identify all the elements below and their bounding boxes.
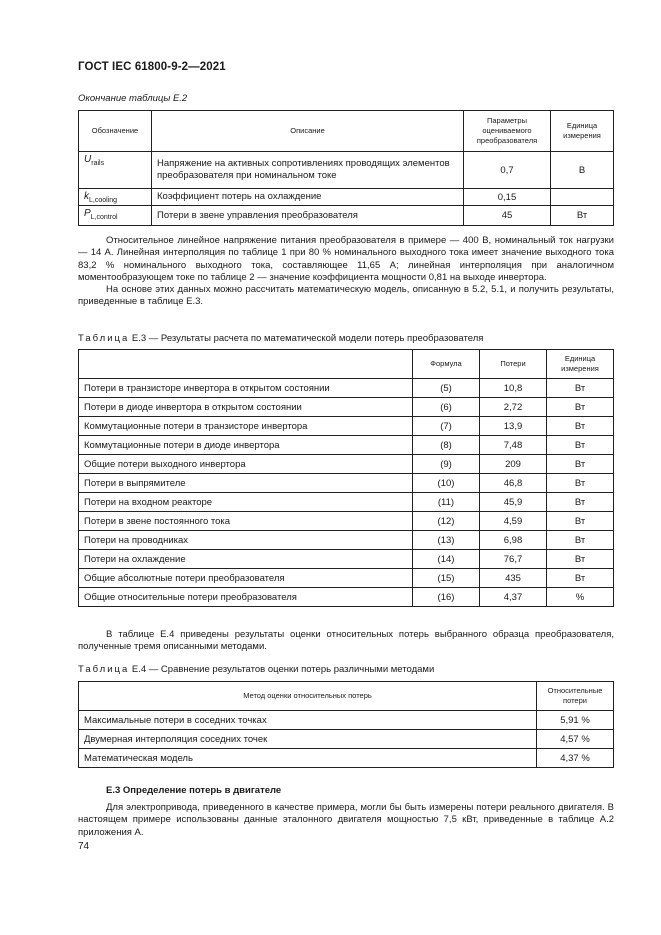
table-row bbox=[79, 588, 614, 607]
formula-cell: (10) bbox=[413, 474, 480, 493]
t3-header-name bbox=[79, 350, 413, 379]
unit-cell: Вт bbox=[547, 417, 614, 436]
unit-cell: Вт bbox=[547, 569, 614, 588]
unit-cell: Вт bbox=[547, 550, 614, 569]
symbol-cell bbox=[79, 189, 152, 206]
loss-value-cell: 6,98 bbox=[480, 531, 547, 550]
symbol-subscript: rails bbox=[91, 160, 105, 167]
symbol-subscript: L,cooling bbox=[89, 197, 118, 204]
loss-value-cell: 76,7 bbox=[480, 550, 547, 569]
loss-value-cell: 4,59 bbox=[480, 512, 547, 531]
t4-header-method: Метод оценки относительных потерь bbox=[79, 682, 537, 711]
unit-cell: Вт bbox=[547, 398, 614, 417]
loss-name-cell: Потери на охлаждение bbox=[79, 550, 413, 569]
loss-value-cell: 435 bbox=[480, 569, 547, 588]
unit-cell: Вт bbox=[547, 455, 614, 474]
loss-name-cell: Общие относительные потери преобразователя bbox=[79, 588, 413, 607]
loss-value-cell: 7,48 bbox=[480, 436, 547, 455]
symbol-letter: P bbox=[84, 208, 91, 219]
symbol-cell bbox=[79, 206, 152, 226]
t3-header-unit: Единица измерения bbox=[547, 350, 614, 379]
formula-cell: (6) bbox=[413, 398, 480, 417]
table-row bbox=[79, 436, 614, 455]
t3-header-formula: Формула bbox=[413, 350, 480, 379]
table-row bbox=[79, 455, 614, 474]
table-row bbox=[79, 417, 614, 436]
unit-cell: Вт bbox=[547, 493, 614, 512]
loss-name-cell: Коммутационные потери в транзисторе инвертора bbox=[79, 417, 413, 436]
table-row bbox=[79, 152, 614, 189]
table-row bbox=[79, 569, 614, 588]
table-row bbox=[79, 550, 614, 569]
paragraph-1: Относительное линейное напряжение питания преобразователя в примере — 400 В, номинальный ток нагрузки — 14 А. Линейная интерполяция по таблице 1 при 80 % номинального выходного тока имеет значение выходного тока 83,2 % номинального выходного тока, составляющее 11,65 А; линейная интерполяция при аналогичном моментообразующем токе по таблице 2 — значение коэффициента мощности 0,81 на выходе инвертора. На основе этих данных можно рассчитать математическую модель, описанную в 5.2, 5.1, и получить результаты, приведенные в таблице Е.3. bbox=[78, 235, 614, 308]
table-row bbox=[79, 730, 614, 749]
formula-cell: (8) bbox=[413, 436, 480, 455]
formula-cell: (7) bbox=[413, 417, 480, 436]
unit-cell: В bbox=[551, 152, 614, 189]
t2-header-params: Параметры оцениваемого преобразователя bbox=[464, 111, 551, 152]
loss-name-cell: Потери в выпрямителе bbox=[79, 474, 413, 493]
description-cell: Напряжение на активных сопротивлениях проводящих элементов преобразователя при номинальном токе bbox=[152, 152, 464, 189]
table-e3-title: Таблица Е.3 — Результаты расчета по математической модели потерь преобразователя bbox=[78, 333, 484, 344]
table-row bbox=[79, 189, 614, 206]
loss-value-cell: 46,8 bbox=[480, 474, 547, 493]
loss-name-cell: Потери на проводниках bbox=[79, 531, 413, 550]
loss-name-cell: Потери на входном реакторе bbox=[79, 493, 413, 512]
table-e4 bbox=[78, 681, 614, 768]
loss-value-cell: 45,9 bbox=[480, 493, 547, 512]
formula-cell: (11) bbox=[413, 493, 480, 512]
unit-cell: Вт bbox=[551, 206, 614, 226]
loss-value-cell: 13,9 bbox=[480, 417, 547, 436]
symbol-subscript: L,control bbox=[90, 214, 118, 221]
relative-loss-cell: 4,37 % bbox=[537, 749, 614, 768]
table-row bbox=[79, 474, 614, 493]
loss-value-cell: 10,8 bbox=[480, 379, 547, 398]
formula-cell: (16) bbox=[413, 588, 480, 607]
table-row bbox=[79, 749, 614, 768]
unit-cell bbox=[551, 189, 614, 206]
formula-cell: (13) bbox=[413, 531, 480, 550]
formula-cell: (14) bbox=[413, 550, 480, 569]
loss-name-cell: Общие абсолютные потери преобразователя bbox=[79, 569, 413, 588]
unit-cell: Вт bbox=[547, 379, 614, 398]
formula-cell: (12) bbox=[413, 512, 480, 531]
t4-header-value: Относительные потери bbox=[537, 682, 614, 711]
section-title: Е.3 Определение потерь в двигателе bbox=[106, 785, 282, 796]
table-row bbox=[79, 379, 614, 398]
loss-value-cell: 2,72 bbox=[480, 398, 547, 417]
table-row bbox=[79, 206, 614, 226]
value-cell: 0,15 bbox=[464, 189, 551, 206]
method-cell: Двумерная интерполяция соседних точек bbox=[79, 730, 537, 749]
unit-cell: Вт bbox=[547, 531, 614, 550]
table-row bbox=[79, 398, 614, 417]
t2-header-description: Описание bbox=[152, 111, 464, 152]
table-row bbox=[79, 711, 614, 730]
value-cell: 45 bbox=[464, 206, 551, 226]
loss-name-cell: Коммутационные потери в диоде инвертора bbox=[79, 436, 413, 455]
unit-cell: Вт bbox=[547, 474, 614, 493]
unit-cell: Вт bbox=[547, 512, 614, 531]
page-number: 74 bbox=[78, 841, 90, 852]
relative-loss-cell: 4,57 % bbox=[537, 730, 614, 749]
formula-cell: (15) bbox=[413, 569, 480, 588]
value-cell: 0,7 bbox=[464, 152, 551, 189]
symbol-cell bbox=[79, 152, 152, 189]
t2-header-unit: Единица измерения bbox=[551, 111, 614, 152]
loss-name-cell: Потери в диоде инвертора в открытом состоянии bbox=[79, 398, 413, 417]
symbol-letter: k bbox=[84, 191, 89, 202]
table-e3 bbox=[78, 349, 614, 607]
formula-cell: (5) bbox=[413, 379, 480, 398]
unit-cell: % bbox=[547, 588, 614, 607]
loss-value-cell: 209 bbox=[480, 455, 547, 474]
table-e4-title: Таблица Е.4 — Сравнение результатов оценки потерь различными методами bbox=[78, 664, 435, 675]
table-e2-caption: Окончание таблицы Е.2 bbox=[78, 93, 188, 104]
method-cell: Математическая модель bbox=[79, 749, 537, 768]
page-header: ГОСТ IEC 61800-9-2—2021 bbox=[78, 61, 226, 73]
loss-value-cell: 4,37 bbox=[480, 588, 547, 607]
description-cell: Потери в звене управления преобразователя bbox=[152, 206, 464, 226]
method-cell: Максимальные потери в соседних точках bbox=[79, 711, 537, 730]
table-row bbox=[79, 493, 614, 512]
relative-loss-cell: 5,91 % bbox=[537, 711, 614, 730]
t3-header-losses: Потери bbox=[480, 350, 547, 379]
symbol-letter: U bbox=[84, 154, 92, 165]
paragraph-3: В таблице Е.4 приведены результаты оценки относительных потерь выбранного образца преобразователя, полученные тремя описанными методами. bbox=[78, 629, 614, 653]
loss-name-cell: Потери в транзисторе инвертора в открытом состоянии bbox=[79, 379, 413, 398]
t2-header-symbol: Обозначение bbox=[79, 111, 152, 152]
formula-cell: (9) bbox=[413, 455, 480, 474]
unit-cell: Вт bbox=[547, 436, 614, 455]
table-e2 bbox=[78, 110, 614, 226]
description-cell: Коэффициент потерь на охлаждение bbox=[152, 189, 464, 206]
table-row bbox=[79, 512, 614, 531]
loss-name-cell: Общие потери выходного инвертора bbox=[79, 455, 413, 474]
loss-name-cell: Потери в звене постоянного тока bbox=[79, 512, 413, 531]
table-row bbox=[79, 531, 614, 550]
paragraph-4: Для электропривода, приведенного в качестве примера, могли бы быть измерены потери реального двигателя. В настоящем примере использованы данные эталонного двигателя мощностью 7,5 кВт, приведенные в таблице А.2 приложения А. bbox=[78, 802, 614, 838]
